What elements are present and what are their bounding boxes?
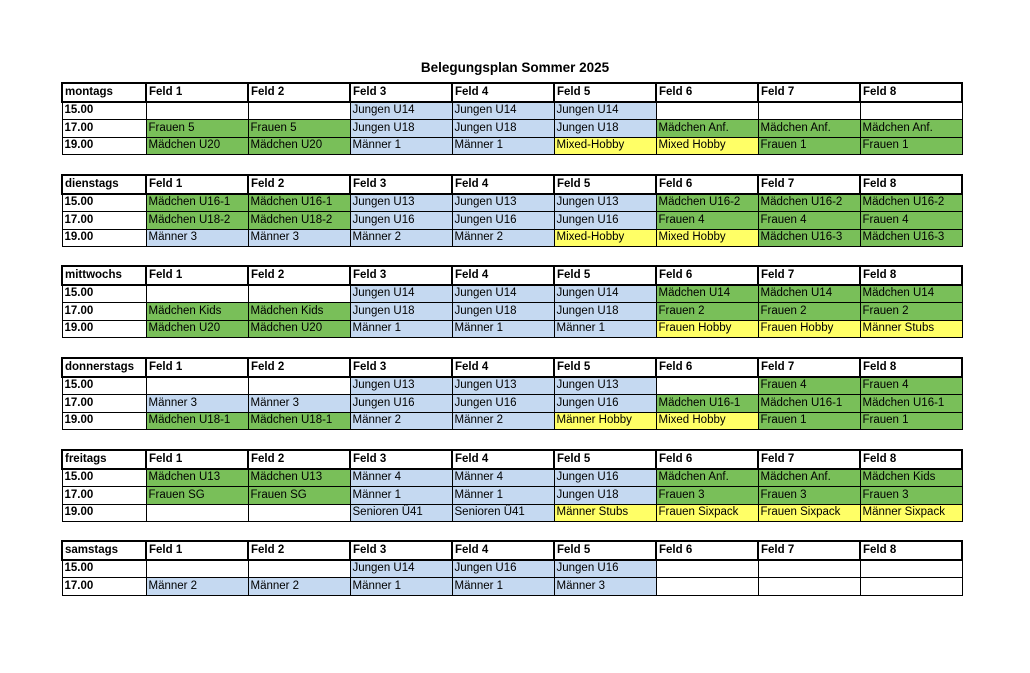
table-row [62, 120, 962, 138]
time-slot: 19.00 [62, 137, 146, 155]
field-header: Feld 2 [248, 175, 350, 194]
booking-cell: Mädchen U18-1 [248, 412, 350, 430]
day-label: mittwochs [62, 266, 146, 285]
booking-cell: Männer 2 [248, 578, 350, 596]
booking-cell: Jungen U18 [350, 303, 452, 321]
booking-cell: Mädchen U16-1 [248, 194, 350, 212]
table-row [62, 377, 962, 395]
day-label: samstags [62, 541, 146, 560]
field-header: Feld 7 [758, 83, 860, 102]
booking-cell: Jungen U16 [554, 395, 656, 413]
booking-cell: Jungen U16 [452, 395, 554, 413]
time-slot: 17.00 [62, 303, 146, 321]
booking-cell: Frauen 1 [860, 137, 962, 155]
booking-cell: Mädchen Anf. [656, 469, 758, 487]
booking-cell: Frauen 4 [860, 212, 962, 230]
booking-cell [146, 285, 248, 303]
booking-cell: Männer Stubs [554, 504, 656, 522]
booking-cell: Frauen 3 [656, 487, 758, 505]
booking-cell: Männer 1 [452, 487, 554, 505]
booking-cell: Frauen 4 [758, 377, 860, 395]
field-header: Feld 3 [350, 358, 452, 377]
booking-cell: Jungen U18 [452, 303, 554, 321]
field-header: Feld 4 [452, 83, 554, 102]
field-header: Feld 5 [554, 266, 656, 285]
field-header: Feld 1 [146, 541, 248, 560]
time-slot: 19.00 [62, 229, 146, 247]
booking-cell: Mädchen U16-3 [860, 229, 962, 247]
booking-cell: Mädchen U20 [248, 137, 350, 155]
field-header: Feld 2 [248, 83, 350, 102]
field-header: Feld 8 [860, 266, 962, 285]
booking-cell: Jungen U14 [554, 102, 656, 120]
booking-cell: Mädchen Anf. [758, 469, 860, 487]
time-slot: 19.00 [62, 504, 146, 522]
table-row [62, 229, 962, 247]
booking-cell: Frauen 2 [860, 303, 962, 321]
booking-cell: Jungen U13 [554, 377, 656, 395]
booking-cell [758, 578, 860, 596]
time-slot: 15.00 [62, 102, 146, 120]
booking-cell: Mädchen U16-2 [656, 194, 758, 212]
booking-cell [860, 578, 962, 596]
time-slot: 17.00 [62, 395, 146, 413]
table-row [62, 487, 962, 505]
field-header: Feld 3 [350, 175, 452, 194]
booking-cell: Mädchen U16-2 [860, 194, 962, 212]
booking-cell: Mädchen U18-1 [146, 412, 248, 430]
booking-cell: Mädchen Kids [146, 303, 248, 321]
field-header: Feld 5 [554, 175, 656, 194]
field-header: Feld 6 [656, 83, 758, 102]
day-label: donnerstags [62, 358, 146, 377]
booking-cell [248, 377, 350, 395]
booking-cell: Frauen 4 [656, 212, 758, 230]
table-row [62, 137, 962, 155]
day-table-montags [61, 82, 963, 155]
booking-cell [860, 560, 962, 578]
time-slot: 15.00 [62, 377, 146, 395]
booking-cell: Mixed Hobby [656, 229, 758, 247]
booking-cell: Jungen U16 [554, 469, 656, 487]
booking-cell: Jungen U16 [452, 212, 554, 230]
field-header: Feld 6 [656, 450, 758, 469]
booking-cell: Männer 3 [554, 578, 656, 596]
table-header-row [62, 541, 962, 560]
day-label: freitags [62, 450, 146, 469]
field-header: Feld 4 [452, 450, 554, 469]
field-header: Feld 8 [860, 450, 962, 469]
booking-cell: Mädchen U13 [248, 469, 350, 487]
booking-cell: Männer Stubs [860, 320, 962, 338]
booking-cell: Mädchen U18-2 [146, 212, 248, 230]
field-header: Feld 1 [146, 358, 248, 377]
booking-cell: Männer Sixpack [860, 504, 962, 522]
booking-cell: Männer 2 [452, 412, 554, 430]
booking-cell: Mädchen U16-1 [656, 395, 758, 413]
booking-cell: Mixed-Hobby [554, 229, 656, 247]
booking-cell: Jungen U18 [554, 303, 656, 321]
booking-cell: Jungen U16 [350, 212, 452, 230]
booking-cell: Männer 1 [452, 320, 554, 338]
table-header-row [62, 358, 962, 377]
table-row [62, 469, 962, 487]
booking-cell: Jungen U18 [554, 120, 656, 138]
booking-cell: Männer 3 [146, 229, 248, 247]
booking-cell [248, 102, 350, 120]
table-row [62, 578, 962, 596]
page-title: Belegungsplan Sommer 2025 [420, 60, 610, 75]
table-row [62, 560, 962, 578]
booking-cell: Mädchen U16-1 [146, 194, 248, 212]
booking-cell: Jungen U14 [350, 285, 452, 303]
booking-cell: Jungen U14 [554, 285, 656, 303]
booking-cell: Frauen Sixpack [656, 504, 758, 522]
booking-cell [248, 560, 350, 578]
table-header-row [62, 175, 962, 194]
day-label: montags [62, 83, 146, 102]
booking-cell: Männer 2 [350, 229, 452, 247]
booking-cell [146, 560, 248, 578]
booking-cell: Frauen 2 [758, 303, 860, 321]
booking-cell: Jungen U14 [350, 102, 452, 120]
field-header: Feld 4 [452, 175, 554, 194]
booking-cell: Jungen U13 [452, 377, 554, 395]
booking-cell: Mädchen U20 [146, 320, 248, 338]
booking-cell [248, 285, 350, 303]
booking-cell: Frauen 5 [146, 120, 248, 138]
booking-cell: Jungen U18 [452, 120, 554, 138]
field-header: Feld 6 [656, 358, 758, 377]
booking-cell: Mädchen U16-3 [758, 229, 860, 247]
booking-cell: Männer 3 [146, 395, 248, 413]
day-table-dienstags [61, 174, 963, 247]
booking-cell: Mädchen U16-2 [758, 194, 860, 212]
booking-cell: Jungen U16 [554, 560, 656, 578]
booking-cell: Frauen 4 [758, 212, 860, 230]
booking-cell: Frauen SG [248, 487, 350, 505]
booking-cell: Männer 4 [452, 469, 554, 487]
booking-cell: Mädchen Kids [248, 303, 350, 321]
day-table-samstags [61, 540, 963, 596]
time-slot: 15.00 [62, 194, 146, 212]
booking-cell: Frauen 1 [758, 137, 860, 155]
booking-cell: Senioren Ü41 [350, 504, 452, 522]
field-header: Feld 5 [554, 450, 656, 469]
booking-cell: Jungen U14 [452, 285, 554, 303]
booking-cell [758, 560, 860, 578]
table-header-row [62, 266, 962, 285]
booking-cell: Männer 1 [350, 137, 452, 155]
day-table-mittwochs [61, 265, 963, 338]
booking-cell [146, 504, 248, 522]
booking-cell: Männer 1 [350, 578, 452, 596]
field-header: Feld 8 [860, 175, 962, 194]
booking-cell: Männer 2 [452, 229, 554, 247]
booking-cell: Mädchen U18-2 [248, 212, 350, 230]
booking-cell: Jungen U14 [350, 560, 452, 578]
booking-cell: Männer 1 [452, 578, 554, 596]
day-table-freitags [61, 449, 963, 522]
booking-cell [758, 102, 860, 120]
booking-cell: Frauen 3 [860, 487, 962, 505]
booking-cell: Frauen 5 [248, 120, 350, 138]
field-header: Feld 3 [350, 266, 452, 285]
booking-cell [146, 102, 248, 120]
time-slot: 15.00 [62, 469, 146, 487]
table-row [62, 102, 962, 120]
field-header: Feld 2 [248, 266, 350, 285]
booking-cell: Frauen SG [146, 487, 248, 505]
day-table-donnerstags [61, 357, 963, 430]
booking-cell [656, 102, 758, 120]
time-slot: 17.00 [62, 487, 146, 505]
booking-cell: Jungen U18 [350, 120, 452, 138]
field-header: Feld 5 [554, 541, 656, 560]
booking-cell: Frauen 4 [860, 377, 962, 395]
field-header: Feld 7 [758, 450, 860, 469]
booking-cell: Senioren Ü41 [452, 504, 554, 522]
booking-cell: Jungen U13 [350, 377, 452, 395]
booking-cell: Frauen Hobby [656, 320, 758, 338]
time-slot: 17.00 [62, 578, 146, 596]
table-row [62, 303, 962, 321]
field-header: Feld 7 [758, 175, 860, 194]
field-header: Feld 5 [554, 83, 656, 102]
field-header: Feld 1 [146, 83, 248, 102]
booking-cell: Männer 1 [554, 320, 656, 338]
booking-cell: Jungen U14 [452, 102, 554, 120]
table-row [62, 285, 962, 303]
field-header: Feld 6 [656, 266, 758, 285]
booking-cell: Frauen Sixpack [758, 504, 860, 522]
field-header: Feld 7 [758, 358, 860, 377]
field-header: Feld 7 [758, 541, 860, 560]
booking-cell: Mixed Hobby [656, 137, 758, 155]
booking-cell: Mädchen Anf. [758, 120, 860, 138]
field-header: Feld 1 [146, 266, 248, 285]
booking-cell: Mädchen U13 [146, 469, 248, 487]
booking-cell: Männer 1 [350, 487, 452, 505]
booking-cell: Frauen 1 [758, 412, 860, 430]
booking-cell: Mädchen Anf. [656, 120, 758, 138]
time-slot: 19.00 [62, 320, 146, 338]
time-slot: 17.00 [62, 212, 146, 230]
field-header: Feld 4 [452, 541, 554, 560]
booking-cell: Mädchen Anf. [860, 120, 962, 138]
time-slot: 19.00 [62, 412, 146, 430]
time-slot: 15.00 [62, 285, 146, 303]
booking-cell: Männer 3 [248, 229, 350, 247]
booking-cell: Männer 2 [350, 412, 452, 430]
table-header-row [62, 450, 962, 469]
field-header: Feld 7 [758, 266, 860, 285]
booking-cell: Männer 2 [146, 578, 248, 596]
booking-cell: Jungen U13 [452, 194, 554, 212]
table-row [62, 212, 962, 230]
booking-cell: Frauen 3 [758, 487, 860, 505]
table-row [62, 194, 962, 212]
booking-cell: Jungen U16 [452, 560, 554, 578]
booking-cell: Mädchen U20 [146, 137, 248, 155]
booking-cell: Männer Hobby [554, 412, 656, 430]
field-header: Feld 1 [146, 450, 248, 469]
field-header: Feld 1 [146, 175, 248, 194]
booking-cell: Frauen Hobby [758, 320, 860, 338]
booking-cell: Mädchen U16-1 [860, 395, 962, 413]
table-header-row [62, 83, 962, 102]
booking-cell: Männer 1 [350, 320, 452, 338]
field-header: Feld 4 [452, 358, 554, 377]
field-header: Feld 2 [248, 358, 350, 377]
booking-cell: Jungen U16 [350, 395, 452, 413]
field-header: Feld 3 [350, 541, 452, 560]
field-header: Feld 8 [860, 83, 962, 102]
field-header: Feld 8 [860, 358, 962, 377]
time-slot: 15.00 [62, 560, 146, 578]
field-header: Feld 2 [248, 450, 350, 469]
field-header: Feld 2 [248, 541, 350, 560]
field-header: Feld 3 [350, 83, 452, 102]
field-header: Feld 3 [350, 450, 452, 469]
booking-cell [860, 102, 962, 120]
booking-cell: Mädchen U20 [248, 320, 350, 338]
booking-cell: Mixed Hobby [656, 412, 758, 430]
field-header: Feld 5 [554, 358, 656, 377]
booking-cell: Jungen U16 [554, 212, 656, 230]
booking-cell: Männer 4 [350, 469, 452, 487]
booking-cell: Jungen U13 [350, 194, 452, 212]
table-row [62, 395, 962, 413]
field-header: Feld 4 [452, 266, 554, 285]
table-row [62, 320, 962, 338]
booking-cell: Mädchen U14 [656, 285, 758, 303]
booking-cell: Mixed-Hobby [554, 137, 656, 155]
booking-cell: Mädchen U16-1 [758, 395, 860, 413]
booking-cell: Frauen 1 [860, 412, 962, 430]
time-slot: 17.00 [62, 120, 146, 138]
booking-cell: Männer 3 [248, 395, 350, 413]
booking-cell [248, 504, 350, 522]
booking-cell: Frauen 2 [656, 303, 758, 321]
booking-cell [146, 377, 248, 395]
booking-cell: Männer 1 [452, 137, 554, 155]
booking-cell: Jungen U13 [554, 194, 656, 212]
booking-cell [656, 578, 758, 596]
field-header: Feld 8 [860, 541, 962, 560]
day-label: dienstags [62, 175, 146, 194]
field-header: Feld 6 [656, 541, 758, 560]
booking-cell: Jungen U18 [554, 487, 656, 505]
table-row [62, 504, 962, 522]
field-header: Feld 6 [656, 175, 758, 194]
booking-cell: Mädchen Kids [860, 469, 962, 487]
booking-cell: Mädchen U14 [758, 285, 860, 303]
booking-cell [656, 560, 758, 578]
booking-cell [656, 377, 758, 395]
table-row [62, 412, 962, 430]
booking-cell: Mädchen U14 [860, 285, 962, 303]
